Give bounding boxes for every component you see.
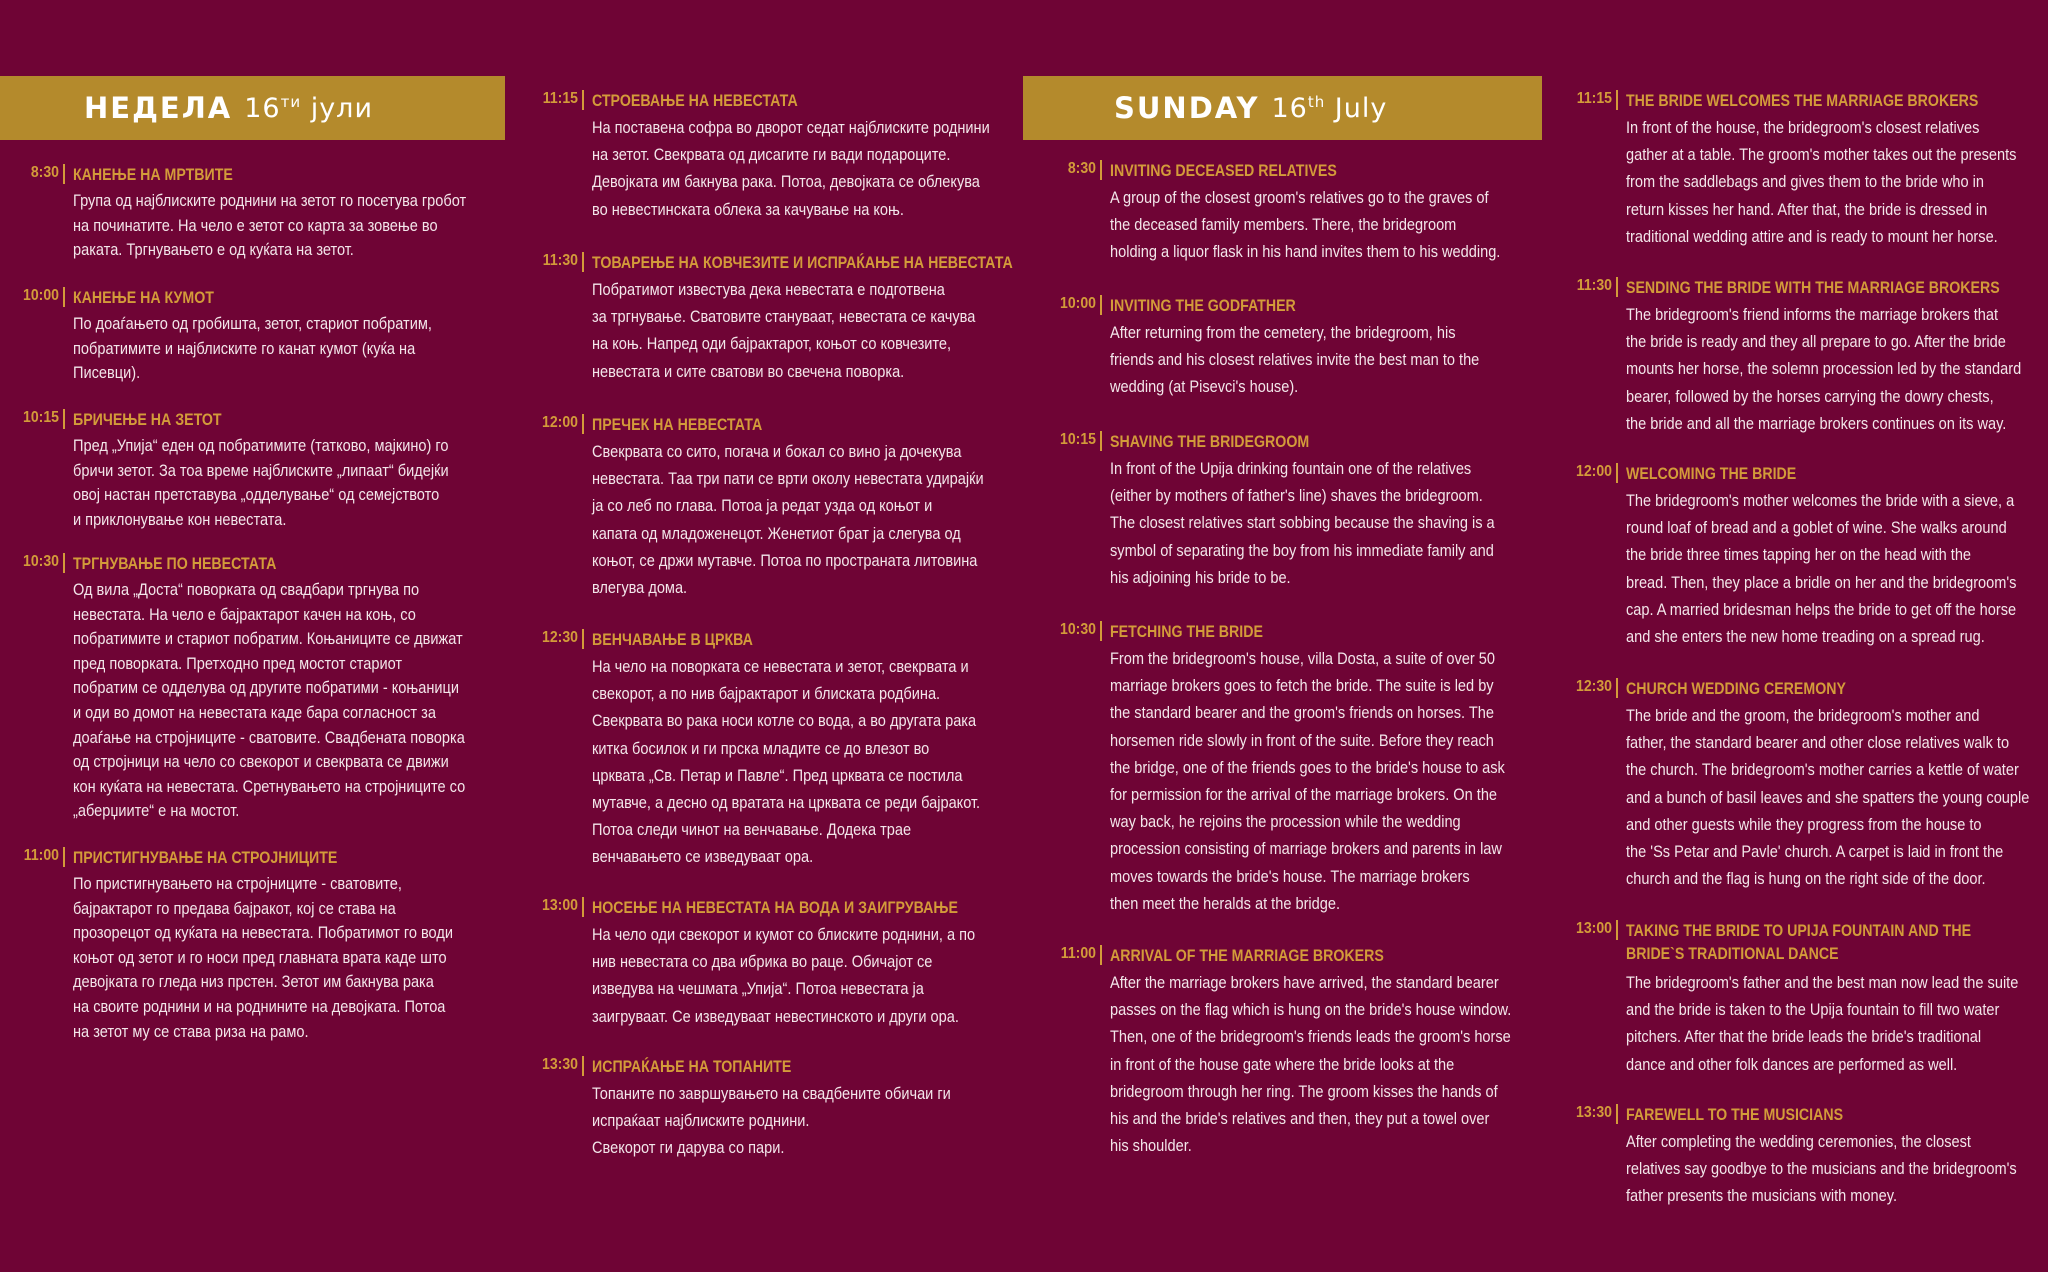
description-line: procession consisting of marriage brokers and parents in law (1110, 840, 1502, 859)
description-line: црквата „Св. Петар и Павле“. Пред црквата се постила (592, 766, 963, 785)
description-line: доаѓање на стројниците - сватовите. Свадбената поворка (73, 728, 465, 747)
entry-time: 10:30 (1059, 621, 1096, 638)
description-line: Писевци). (73, 364, 141, 383)
description-line: китка босилок и ги прска младите се до влезот во (592, 739, 930, 758)
entry-description (1110, 970, 1512, 1160)
description-line: wedding (at Pisevci's house). (1110, 378, 1299, 397)
time-divider (1616, 678, 1618, 698)
description-line: The bridegroom's friend informs the marriage brokers that (1626, 306, 1999, 324)
description-line: and other guests while they progress from the house to (1626, 815, 1982, 834)
description-line: капата од младоженецот. Женетиот брат ја слегува од (592, 524, 961, 543)
description-line: раката. Тргнувањето е од куќата на зетот. (73, 241, 354, 260)
description-line: and a bunch of basil leaves and she spatters the young couple (1626, 788, 2030, 807)
entry-description (1110, 320, 1484, 402)
entry-time: 8:30 (1067, 160, 1096, 177)
entry-title: НОСЕЊЕ НА НЕВЕСТАТА НА ВОДА И ЗАИГРУВАЊЕ (592, 899, 958, 917)
description-line: and the bride is taken to the Upija fountain to fill two water (1626, 1001, 2000, 1020)
description-line: испраќаат најблиските роднини. (592, 1112, 810, 1131)
description-line: moves towards the bride's house. The marriage brokers (1110, 867, 1470, 886)
description-line: Свекорот ги дарува со пари. (592, 1139, 785, 1158)
description-line: the bride three times tapping her on the head with the (1626, 546, 1972, 565)
entry-title: ПРЕЧЕК НА НЕВЕСТАТА (592, 416, 763, 434)
description-line: mounts her horse, the solemn procession led by the standard (1626, 360, 2022, 379)
time-divider (582, 897, 584, 917)
description-line: The bride and the groom, the bridegroom's mother and (1626, 707, 1980, 725)
entry-time: 12:00 (541, 414, 578, 431)
description-line: влегува дома. (592, 579, 688, 598)
time-divider (63, 164, 65, 184)
description-line: passes on the flag which is hung on the bride's house window. (1110, 1001, 1512, 1020)
description-line: gather at a table. The groom's mother takes out the presents (1626, 146, 2017, 165)
entry-title: WELCOMING THE BRIDE (1626, 465, 1797, 483)
description-line: Девојката им бакнува рака. Потоа, девојката се облекува (592, 173, 980, 192)
description-line: traditional wedding attire and is ready to mount her horse. (1626, 227, 1998, 246)
time-divider (1616, 90, 1618, 110)
time-divider (1616, 1104, 1618, 1124)
entry-title: СТРОЕВАЊЕ НА НЕВЕСТАТА (592, 92, 798, 110)
description-line: Побратимот известува дека невестата е подготвена (592, 281, 945, 299)
description-line: коњот од зетот и го носи пред главната врата каде што (73, 948, 447, 967)
entry-title: БРИЧЕЊЕ НА ЗЕТОТ (73, 411, 222, 429)
entry-description (592, 439, 984, 602)
description-line: од стројници на чело со свекорот и свекрвата се движи (73, 753, 449, 772)
entry-description (592, 1081, 966, 1163)
entry-description (1626, 703, 2030, 893)
description-line: return kisses her hand. After that, the bride is dressed in (1626, 200, 1988, 219)
description-line: bread. Then, they place a bridle on her and the bridegroom's (1626, 573, 2017, 592)
description-line: The bridegroom's mother welcomes the bride with a sieve, a (1626, 492, 2015, 510)
description-line: the bride is ready and they all prepare to go. After the bride (1626, 333, 2006, 352)
entry-title: КАНЕЊЕ НА КУМОТ (73, 289, 214, 307)
entry-time: 11:00 (23, 847, 59, 864)
entry-description (592, 922, 976, 1031)
banner-en (1023, 76, 1542, 140)
time-divider (63, 287, 65, 307)
entry-title: THE BRIDE WELCOMES THE MARRIAGE BROKERS (1626, 92, 1979, 110)
description-line: way back, he rejoins the procession while the wedding (1110, 813, 1461, 832)
banner-date (244, 93, 373, 124)
description-line: bridegroom through her ring. The groom kisses the hands of (1110, 1082, 1498, 1101)
description-line: After the marriage brokers have arrived, the standard bearer (1110, 974, 1499, 992)
time-divider (582, 414, 584, 434)
description-line: in front of the house gate where the bride looks at the (1110, 1055, 1455, 1074)
description-line: пред поворката. Претходно пред мостот стариот (73, 654, 403, 673)
entry-time: 13:00 (1575, 920, 1612, 937)
description-line: венчавањето се изведуваат ора. (592, 848, 814, 867)
entry-time: 13:30 (1575, 1104, 1612, 1121)
entry-title: INVITING DECEASED RELATIVES (1110, 162, 1337, 180)
entry-time: 13:30 (541, 1056, 578, 1073)
time-divider (1100, 621, 1102, 641)
description-line: изведува на чешмата „Упија“. Потоа невестата ја (592, 980, 924, 999)
description-line: After returning from the cemetery, the bridegroom, his (1110, 324, 1456, 342)
time-divider (1616, 463, 1618, 483)
description-line: (either by mothers of father's line) shaves the bridegroom. (1110, 487, 1483, 506)
entry-time: 11:30 (542, 252, 578, 269)
description-line: На поставена софра во дворот седат најблиските роднини (592, 119, 990, 137)
entry-time: 12:00 (1575, 463, 1612, 480)
entry-description (592, 115, 990, 224)
description-line: побратимите и најблиските го канат кумот (куќа на (73, 339, 416, 358)
entry-description (73, 434, 447, 532)
description-line: From the bridegroom's house, villa Dosta, a suite of over 50 (1110, 650, 1496, 668)
entry-time: 10:00 (22, 287, 59, 304)
description-line: побратим се одделува од другите побратими - коњаници (73, 679, 459, 698)
entry-title: ПРИСТИГНУВАЊЕ НА СТРОЈНИЦИТЕ (73, 849, 338, 867)
description-line: bearer, followed by the horses carrying the dowry chests, (1626, 387, 1994, 406)
description-line: In front of the house, the bridegroom's closest relatives (1626, 119, 1980, 137)
banner-day: SUNDAY (1114, 91, 1260, 125)
entry-time: 10:15 (22, 409, 59, 426)
entry-title: ТРГНУВАЊЕ ПО НЕВЕСТАТА (73, 555, 277, 573)
entry-description (73, 872, 453, 1044)
entry-time: 10:15 (1059, 431, 1096, 448)
entry-time: 12:30 (541, 629, 578, 646)
entry-title: SHAVING THE BRIDEGROOM (1110, 433, 1310, 451)
description-line: на починатите. На чело е зетот со карта за зовење во (73, 216, 438, 235)
description-line: и оди во домот на невестата каде бара согласност за (73, 703, 436, 722)
banner-mk (0, 76, 505, 140)
time-divider (1100, 945, 1102, 965)
description-line: A group of the closest groom's relatives go to the graves of (1110, 189, 1489, 207)
description-line: cap. A married bridesman helps the bride to get off the horse (1626, 600, 2017, 619)
description-line: the bride and all the marriage brokers continues on its way. (1626, 414, 2007, 433)
date-suffix: th (1307, 92, 1326, 111)
description-line: the standard bearer and the groom's friends on horses. The (1110, 704, 1494, 723)
entry-title: ТОВАРЕЊЕ НА КОВЧЕЗИТЕ И ИСПРАЌАЊЕ НА НЕВЕСТАТА (592, 254, 1013, 272)
entry-title: ВЕНЧАВАЊЕ В ЦРКВА (592, 631, 753, 649)
description-line: девојката го гледа низ прстен. Зетот им бакнува рака (73, 973, 434, 992)
entry-title: INVITING THE GODFATHER (1110, 297, 1296, 315)
description-line: the church. The bridegroom's mother carries a kettle of water (1626, 761, 2019, 780)
time-divider (582, 629, 584, 649)
date-suffix: ти (280, 92, 302, 111)
description-line: прозорецот од куќата на невестата. Побратимот го води (73, 924, 453, 943)
description-line: ја со леб по глава. Потоа ја редат узда од коњот и (592, 497, 933, 516)
description-line: Then, one of the bridegroom's friends leads the groom's horse (1110, 1028, 1511, 1047)
entry-title: TAKING THE BRIDE TO UPIJA FOUNTAIN AND THE BRIDE`S TRADITIONAL DANCE (1626, 922, 1972, 963)
entry-description (73, 189, 467, 263)
entry-description (1626, 115, 2017, 251)
description-line: бајрактарот го предава бајракот, кој се става на (73, 899, 396, 918)
description-line: невестата и сите сватови во свечена поворка. (592, 362, 905, 381)
time-divider (1100, 160, 1102, 180)
description-line: Свекрвата во рака носи котле со вода, а во другата рака (592, 712, 977, 731)
description-line: then meet the heralds at the bridge. (1110, 894, 1341, 913)
entry-description (1626, 302, 2022, 438)
entry-description (592, 654, 981, 872)
description-line: friends and his closest relatives invite the best man to the (1110, 351, 1480, 370)
description-line: horsemen ride slowly in front of the suite. Before they reach (1110, 731, 1494, 750)
time-divider (582, 90, 584, 110)
description-line: the deceased family members. There, the bridegroom (1110, 216, 1457, 235)
description-line: relatives say goodbye to the musicians and the bridegroom's (1626, 1160, 2017, 1179)
entry-description (592, 277, 976, 386)
banner-date (1271, 93, 1387, 124)
description-line: holding a liquor flask in his hand invites them to his wedding. (1110, 243, 1501, 262)
entry-description (73, 312, 447, 386)
description-line: на зетот. Свекрвата од дисагите ги вади подароците. (592, 146, 951, 165)
description-line: The closest relatives start sobbing because the shaving is a (1110, 514, 1495, 533)
description-line: the bridge, one of the friends goes to the bride's house to ask (1110, 758, 1505, 777)
date-month: July (1334, 92, 1388, 124)
time-divider (582, 252, 584, 272)
description-line: на коњ. Напред оди бајрактарот, коњот со ковчезите, (592, 335, 952, 354)
description-line: his and the bride's relatives and then, they put a towel over (1110, 1110, 1490, 1129)
description-line: Потоа следи чинот на венчавање. Додека трае (592, 821, 912, 840)
description-line: По пристигнувањето на стројниците - сватовите, (73, 875, 402, 893)
time-divider (63, 847, 65, 867)
description-line: marriage brokers goes to fetch the bride. The suite is led by (1110, 677, 1494, 696)
description-line: бричи зетот. За тоа време најблиските „липаат“ бидејќи (73, 461, 449, 480)
description-line: his adjoining his bride to be. (1110, 568, 1291, 587)
date-number: 16 (1271, 92, 1308, 124)
description-line: На чело на поворката се невестата и зетот, свекрвата и (592, 658, 969, 676)
time-divider (1616, 920, 1618, 940)
description-line: Пред „Упија“ еден од побратимите (татково, мајкино) го (73, 437, 449, 455)
entry-title: ARRIVAL OF THE MARRIAGE BROKERS (1110, 947, 1384, 965)
description-line: In front of the Upija drinking fountain one of the relatives (1110, 460, 1472, 478)
description-line: Свекрвата со сито, погача и бокал со вино ја дочекува (592, 443, 962, 461)
entry-description (1626, 488, 2017, 651)
time-divider (1100, 295, 1102, 315)
time-divider (63, 409, 65, 429)
description-line: Група од најблиските роднини на зетот го посетува гробот (73, 192, 467, 210)
date-month: јули (310, 92, 373, 124)
entry-time: 13:00 (541, 897, 578, 914)
entry-title: FETCHING THE BRIDE (1110, 623, 1263, 641)
entry-title: КАНЕЊЕ НА МРТВИТЕ (73, 166, 233, 184)
description-line: свекорот, а по нив бајрактарот и блиската родбина. (592, 685, 941, 704)
time-divider (1616, 277, 1618, 297)
entry-time: 11:30 (1576, 277, 1612, 294)
date-number: 16 (244, 92, 281, 124)
description-line: и приклонување кон невестата. (73, 510, 287, 529)
entry-time: 12:30 (1575, 678, 1612, 695)
description-line: for permission for the arrival of the marriage brokers. On the (1110, 786, 1498, 805)
description-line: овој настан претставува „одделување“ од семејството (73, 486, 440, 505)
description-line: symbol of separating the boy from his immediate family and (1110, 541, 1494, 560)
description-line: father, the standard bearer and other close relatives walk to (1626, 734, 2010, 753)
entry-description (1626, 1129, 2017, 1211)
description-line: за тргнување. Сватовите стануваат, невестата се качува (592, 308, 976, 327)
entry-description (1110, 185, 1501, 267)
entry-time: 8:30 (30, 164, 59, 181)
description-line: На чело оди свекорот и кумот со блиските роднини, а по (592, 926, 976, 944)
description-line: коњот, се држи мутавче. Потоа по пространата литовина (592, 551, 978, 570)
description-line: заигруваат. Се изведуваат невестинското и други ора. (592, 1007, 959, 1026)
description-line: невестата. На чело е бајрактарот качен на коњ, со (73, 605, 416, 624)
entry-description (1110, 646, 1505, 918)
entry-time: 11:00 (1060, 945, 1096, 962)
entry-title: SENDING THE BRIDE WITH THE MARRIAGE BROKERS (1626, 279, 2000, 297)
entry-title: ИСПРАЌАЊЕ НА ТОПАНИТЕ (592, 1058, 792, 1076)
description-line: во невестинската облека за качување на коњ. (592, 200, 904, 219)
description-line: The bridegroom's father and the best man now lead the suite (1626, 974, 2019, 992)
description-line: невестата. Таа три пати се врти околу невестата удирајќи (592, 470, 984, 489)
time-divider (582, 1056, 584, 1076)
time-divider (63, 553, 65, 573)
description-line: dance and other folk dances are performed as well. (1626, 1055, 1958, 1074)
description-line: and she enters the new home treading on a spread rug. (1626, 628, 1985, 647)
entry-description (73, 578, 466, 824)
entry-title: FAREWELL TO THE MUSICIANS (1626, 1106, 1844, 1124)
description-line: По доаѓањето од гробишта, зетот, стариот побратим, (73, 315, 432, 333)
description-line: round loaf of bread and a goblet of wine. She walks around (1626, 519, 2007, 538)
entry-title: CHURCH WEDDING CEREMONY (1626, 680, 1846, 698)
entry-time: 10:30 (22, 553, 59, 570)
description-line: на своите роднини и на роднините на девојката. Потоа (73, 997, 446, 1016)
entry-time: 11:15 (1576, 90, 1612, 107)
description-line: мутавче, а десно од вратата на црквата се реди бајракот. (592, 794, 981, 813)
description-line: „аберџиите“ е на мостот. (73, 802, 240, 821)
description-line: his shoulder. (1110, 1137, 1192, 1156)
banner-day: НЕДЕЛА (84, 91, 233, 125)
description-line: church and the flag is hung on the right side of the door. (1626, 870, 1986, 889)
entry-time: 11:15 (542, 90, 578, 107)
entry-description (1626, 970, 2019, 1079)
description-line: Топаните по завршувањето на свадбените обичаи ги (592, 1085, 951, 1103)
description-line: Од вила „Доста“ поворката од свадбари тргнува по (73, 581, 420, 599)
description-line: the 'Ss Petar and Pavle' church. A carpet is laid in front the (1626, 843, 2004, 862)
entry-description (1110, 456, 1495, 592)
description-line: After completing the wedding ceremonies, the closest (1626, 1133, 1971, 1151)
entry-time: 10:00 (1059, 295, 1096, 312)
description-line: нив невестата со два ибрика во раце. Обичајот се (592, 953, 933, 972)
description-line: from the saddlebags and gives them to the bride who in (1626, 173, 1984, 192)
description-line: побратимите и стариот побратим. Коњаниците се движат (73, 630, 463, 649)
description-line: кон куќата на невестата. Сретнувањето на стројниците со (73, 777, 466, 796)
description-line: pitchers. After that the bride leads the bride's traditional (1626, 1028, 1982, 1047)
description-line: father presents the musicians with money. (1626, 1187, 1897, 1206)
description-line: на зетот му се става риза на рамо. (73, 1022, 309, 1041)
time-divider (1100, 431, 1102, 451)
